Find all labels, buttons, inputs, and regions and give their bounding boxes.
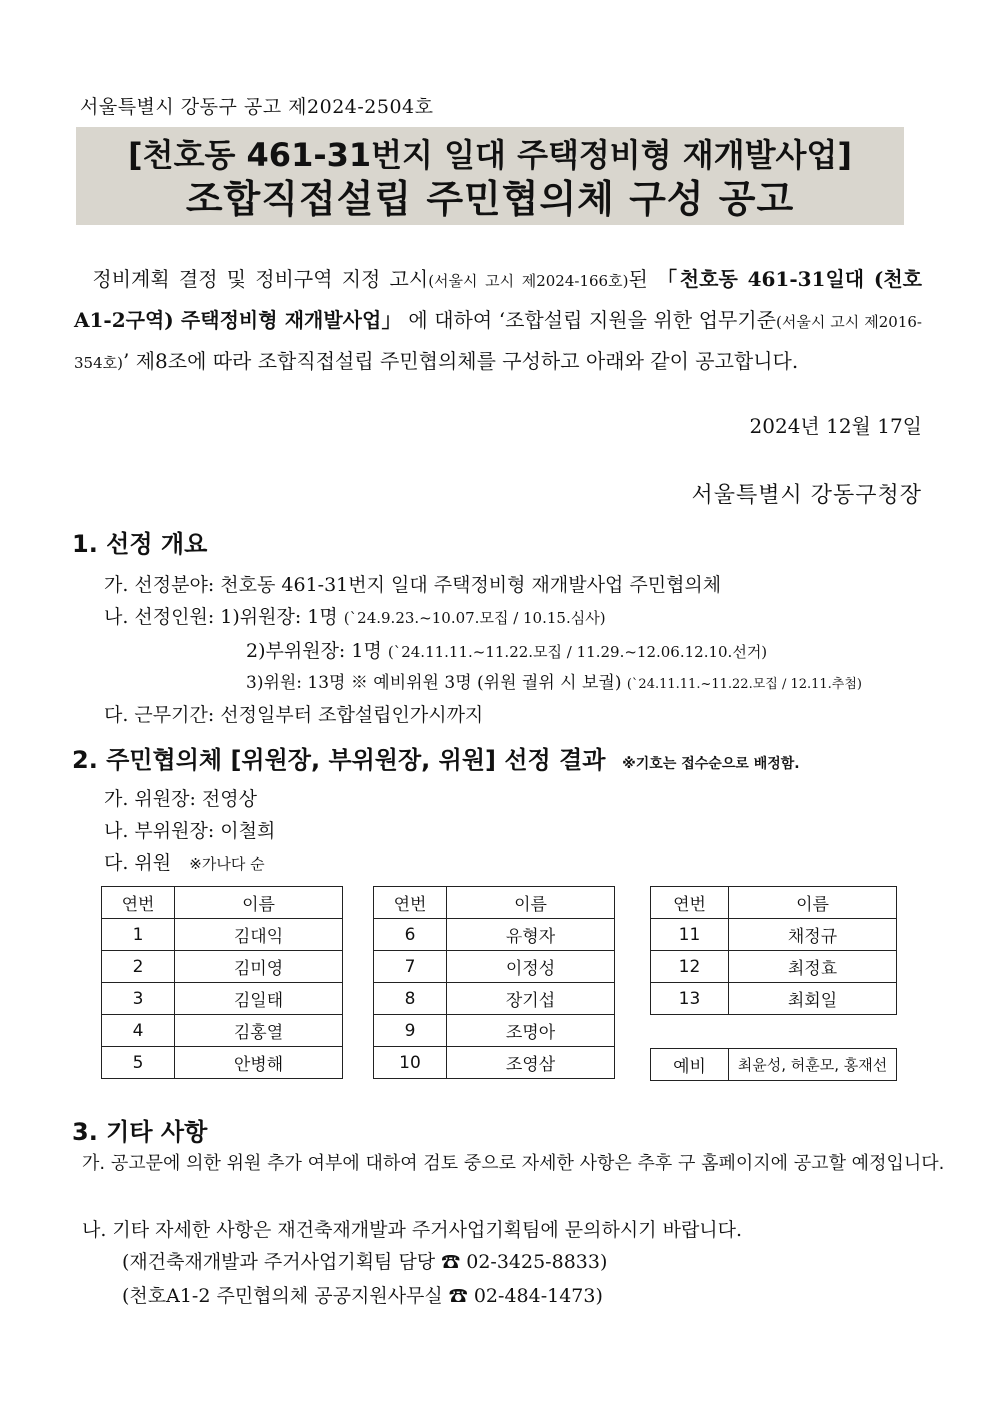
member-number: 7: [374, 951, 447, 983]
intro-ref-1: (서울시 고시 제2024-166호): [428, 272, 629, 290]
title-main: 조합직접설립 주민협의체 구성 공고: [185, 177, 795, 221]
table-row: [374, 919, 615, 951]
work-period: 다. 근무기간: 선정일부터 조합설립인가시까지: [104, 704, 484, 726]
member-table-3: [650, 886, 897, 1015]
contact-team: (재건축재개발과 주거사업기획팀 담당 ☎ 02-3425-8833): [122, 1251, 608, 1273]
selection-people-label: 나. 선정인원:: [104, 606, 221, 628]
intro-text-2: 된: [628, 267, 657, 291]
member-name: 채정규: [729, 919, 897, 951]
member-number: 6: [374, 919, 447, 951]
reserve-names: 최윤성, 허훈모, 홍재선: [729, 1049, 897, 1081]
member-name: 안병해: [175, 1047, 343, 1079]
header-no: 연번: [651, 887, 729, 919]
member-number: 11: [651, 919, 729, 951]
table-row: [651, 919, 897, 951]
member-table-1: [101, 886, 343, 1079]
table-row: [102, 951, 343, 983]
reserve-row: [651, 1049, 897, 1081]
intro-project-name: 「천호동 461-31일대 (천호A1-2구역) 주택정비형 재개발사업」: [74, 267, 923, 332]
table-row: [374, 951, 615, 983]
member-name: 장기섭: [447, 983, 615, 1015]
member-number: 2: [102, 951, 175, 983]
table-row: [374, 983, 615, 1015]
member-name: 김홍열: [175, 1015, 343, 1047]
table-header-row: [651, 887, 897, 919]
vice-chair-result: 나. 부위원장: 이철희: [104, 820, 276, 842]
title-project: [천호동 461-31번지 일대 주택정비형 재개발사업]: [128, 136, 852, 174]
member-name: 이정성: [447, 951, 615, 983]
member-number: 10: [374, 1047, 447, 1079]
members-label: 다. 위원: [104, 852, 172, 874]
header-no: 연번: [374, 887, 447, 919]
chair-result: 가. 위원장: 전영상: [104, 788, 257, 810]
intro-text-3: 에 대하여 ‘조합설립 지원을 위한 업무기준: [401, 308, 776, 332]
table-header-row: [374, 887, 615, 919]
member-name: 조명아: [447, 1015, 615, 1047]
member-name: 김미영: [175, 951, 343, 983]
table-row: [102, 983, 343, 1015]
member-name: 김일태: [175, 983, 343, 1015]
table-header-row: [102, 887, 343, 919]
table-row: [651, 983, 897, 1015]
member-number: 13: [651, 983, 729, 1015]
etc-item-2: 나. 기타 자세한 사항은 재건축재개발과 주거사업기획팀에 문의하시기 바랍니다.: [82, 1219, 743, 1241]
chair-schedule: (`24.9.23.~10.07.모집 / 10.15.심사): [343, 609, 606, 627]
header-name: 이름: [175, 887, 343, 919]
member-count-line: [246, 668, 862, 693]
intro-text-1: 정비계획 결정 및 정비구역 지정 고시: [92, 267, 429, 291]
member-count: 3)위원: 13명 ※ 예비위원 3명 (위원 궐위 시 보궐): [246, 673, 622, 693]
table-row: [102, 1047, 343, 1079]
issuer: 서울특별시 강동구청장: [691, 483, 922, 508]
members-sort-note: ※가나다 순: [189, 855, 265, 873]
header-no: 연번: [102, 887, 175, 919]
header-name: 이름: [729, 887, 897, 919]
etc-item-1: 가. 공고문에 의한 위원 추가 여부에 대하여 검토 중으로 자세한 사항은 추후 구 홈페이지에 공고할 예정입니다.: [82, 1153, 945, 1174]
member-number: 8: [374, 983, 447, 1015]
member-name: 조영삼: [447, 1047, 615, 1079]
section2-title-text: 2. 주민협의체 [위원장, 부위원장, 위원] 선정 결과: [72, 746, 606, 774]
member-number: 9: [374, 1015, 447, 1047]
reserve-label: 예비: [651, 1049, 729, 1081]
intro-text-4: ’ 제8조에 따라 조합직접설립 주민협의체를 구성하고 아래와 같이 공고합니다.: [122, 349, 799, 373]
section2-title: [72, 740, 800, 775]
member-number: 1: [102, 919, 175, 951]
member-name: 유형자: [447, 919, 615, 951]
member-number: 12: [651, 951, 729, 983]
members-label-line: [104, 848, 265, 875]
member-schedule: (`24.11.11.~11.22.모집 / 12.11.추첨): [626, 677, 862, 692]
member-number: 4: [102, 1015, 175, 1047]
table-row: [102, 1015, 343, 1047]
member-name: 김대익: [175, 919, 343, 951]
member-name: 최회일: [729, 983, 897, 1015]
table-row: [374, 1047, 615, 1079]
vice-chair-count: 2)부위원장: 1명: [246, 640, 382, 662]
table-row: [651, 951, 897, 983]
reserve-table: [650, 1048, 897, 1081]
member-table-2: [373, 886, 615, 1079]
member-number: 5: [102, 1047, 175, 1079]
table-row: [102, 919, 343, 951]
member-name: 최정효: [729, 951, 897, 983]
selection-field: 가. 선정분야: 천호동 461-31번지 일대 주택정비형 재개발사업 주민협의체: [104, 574, 722, 596]
section1-title: 1. 선정 개요: [72, 530, 208, 558]
section3-title: 3. 기타 사항: [72, 1118, 208, 1146]
table-row: [374, 1015, 615, 1047]
intro-ref-2: (서울시 고시 제2016-354호): [74, 313, 922, 372]
vice-chair-schedule: (`24.11.11.~11.22.모집 / 11.29.~12.06.12.10.선거): [387, 643, 768, 661]
contact-office: (천호A1-2 주민협의체 공공지원사무실 ☎ 02-484-1473): [122, 1285, 603, 1307]
selection-people: [104, 602, 606, 629]
header-name: 이름: [447, 887, 615, 919]
section2-note: ※기호는 접수순으로 배정함.: [622, 756, 800, 772]
chair-count: 1)위원장: 1명: [220, 606, 338, 628]
intro-paragraph: [74, 260, 922, 383]
member-number: 3: [102, 983, 175, 1015]
title-box: [76, 127, 904, 225]
vice-chair-count-line: [246, 636, 767, 663]
notice-number: 서울특별시 강동구 공고 제2024-2504호: [80, 96, 434, 118]
notice-date: 2024년 12월 17일: [749, 414, 922, 438]
